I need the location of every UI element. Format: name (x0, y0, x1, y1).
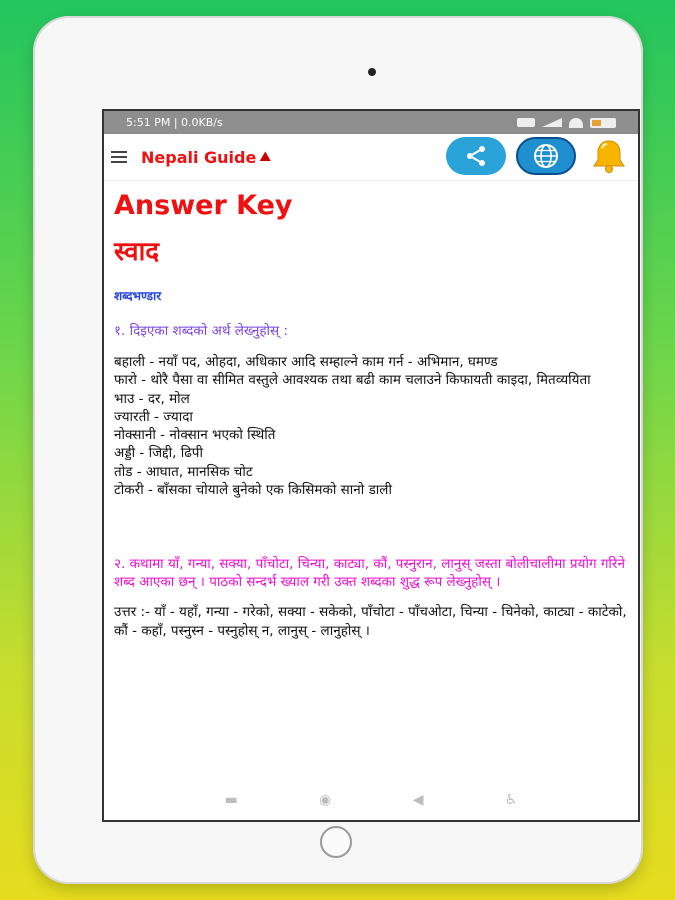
section-label: शब्दभण्डार (114, 289, 162, 303)
appbar-actions (446, 136, 632, 176)
tablet-frame (33, 16, 643, 884)
status-bar (104, 111, 638, 134)
back-icon[interactable]: ◀ (412, 792, 424, 808)
recents-icon[interactable]: ▬ (224, 792, 238, 808)
share-icon (464, 144, 488, 168)
home-button[interactable] (320, 826, 352, 858)
page-heading: Answer Key (114, 190, 293, 221)
nav-bar (104, 780, 638, 820)
home-nav-icon[interactable]: ◉ (319, 792, 332, 808)
app-title: Nepali Guide (141, 147, 257, 167)
content-area (104, 189, 638, 640)
lesson-title: स्वाद (114, 237, 160, 267)
device-screen (102, 109, 640, 822)
wifi-icon (569, 118, 583, 128)
app-bar (104, 134, 638, 181)
volte-icon (517, 118, 535, 127)
meaning-item: टोकरी - बाँसका चोयाले बुनेको एक किसिमको सानो डाली (114, 482, 392, 499)
question-2: २. कथामा याँ, गन्या, सक्या, पाँचोटा, चिन्या, काट्या, कौं, पस्नुरान, लानुस् जस्ता बोलीचालीमा प्रयोग गरिने शब्द आएका छन् । पाठको सन्दर्भ ख्याल गरी उक्त शब्दका शुद्ध रूप लेख्नुहोस् । (114, 556, 625, 591)
bell-icon (589, 138, 629, 174)
meaning-item: तोड - आघात, मानसिक चोट (114, 463, 253, 480)
answer-2: उत्तर :- याँ - यहाँ, गन्या - गरेको, सक्या - सकेको, पाँचोटा - पाँचओटा, चिन्या - चिनेको, काट्या - काटेको, कौं - कहाँ, पस्नुस्न - पस्नुहोस् न, लानुस् - लानुहोस् । (114, 604, 627, 639)
meaning-item: नोक्सानी - नोक्सान भएको स्थिति (114, 427, 276, 444)
meaning-item: अड्डी - जिद्दी, ढिपी (114, 445, 203, 462)
camera (368, 68, 376, 76)
globe-icon (533, 143, 559, 169)
meaning-item: फारो - थोरै पैसा वा सीमित वस्तुले आवश्यक तथा बढी काम चलाउने किफायती काइदा, मितव्ययिता (114, 372, 591, 389)
meanings-list (114, 353, 628, 499)
menu-icon[interactable] (111, 151, 127, 163)
language-button[interactable] (516, 137, 576, 175)
meaning-item: ज्यारती - ज्यादा (114, 408, 193, 425)
notification-button[interactable] (586, 136, 632, 176)
meaning-item: बहाली - नयाँ पद, ओहदा, अधिकार आदि सम्हाल्ने काम गर्न - अभिमान, घमण्ड (114, 354, 498, 370)
status-time: 5:51 PM | 0.0KB/s (126, 116, 223, 129)
battery-icon (590, 118, 616, 128)
signal-icon (542, 118, 562, 127)
share-button[interactable] (446, 137, 506, 175)
question-1: १. दिइएका शब्दको अर्थ लेख्नुहोस् : (114, 323, 289, 339)
accessibility-icon[interactable]: ♿ (504, 792, 518, 808)
status-icons (517, 118, 616, 128)
meaning-item: भाउ - दर, मोल (114, 390, 190, 407)
flag-icon: ⛰ (259, 149, 272, 165)
